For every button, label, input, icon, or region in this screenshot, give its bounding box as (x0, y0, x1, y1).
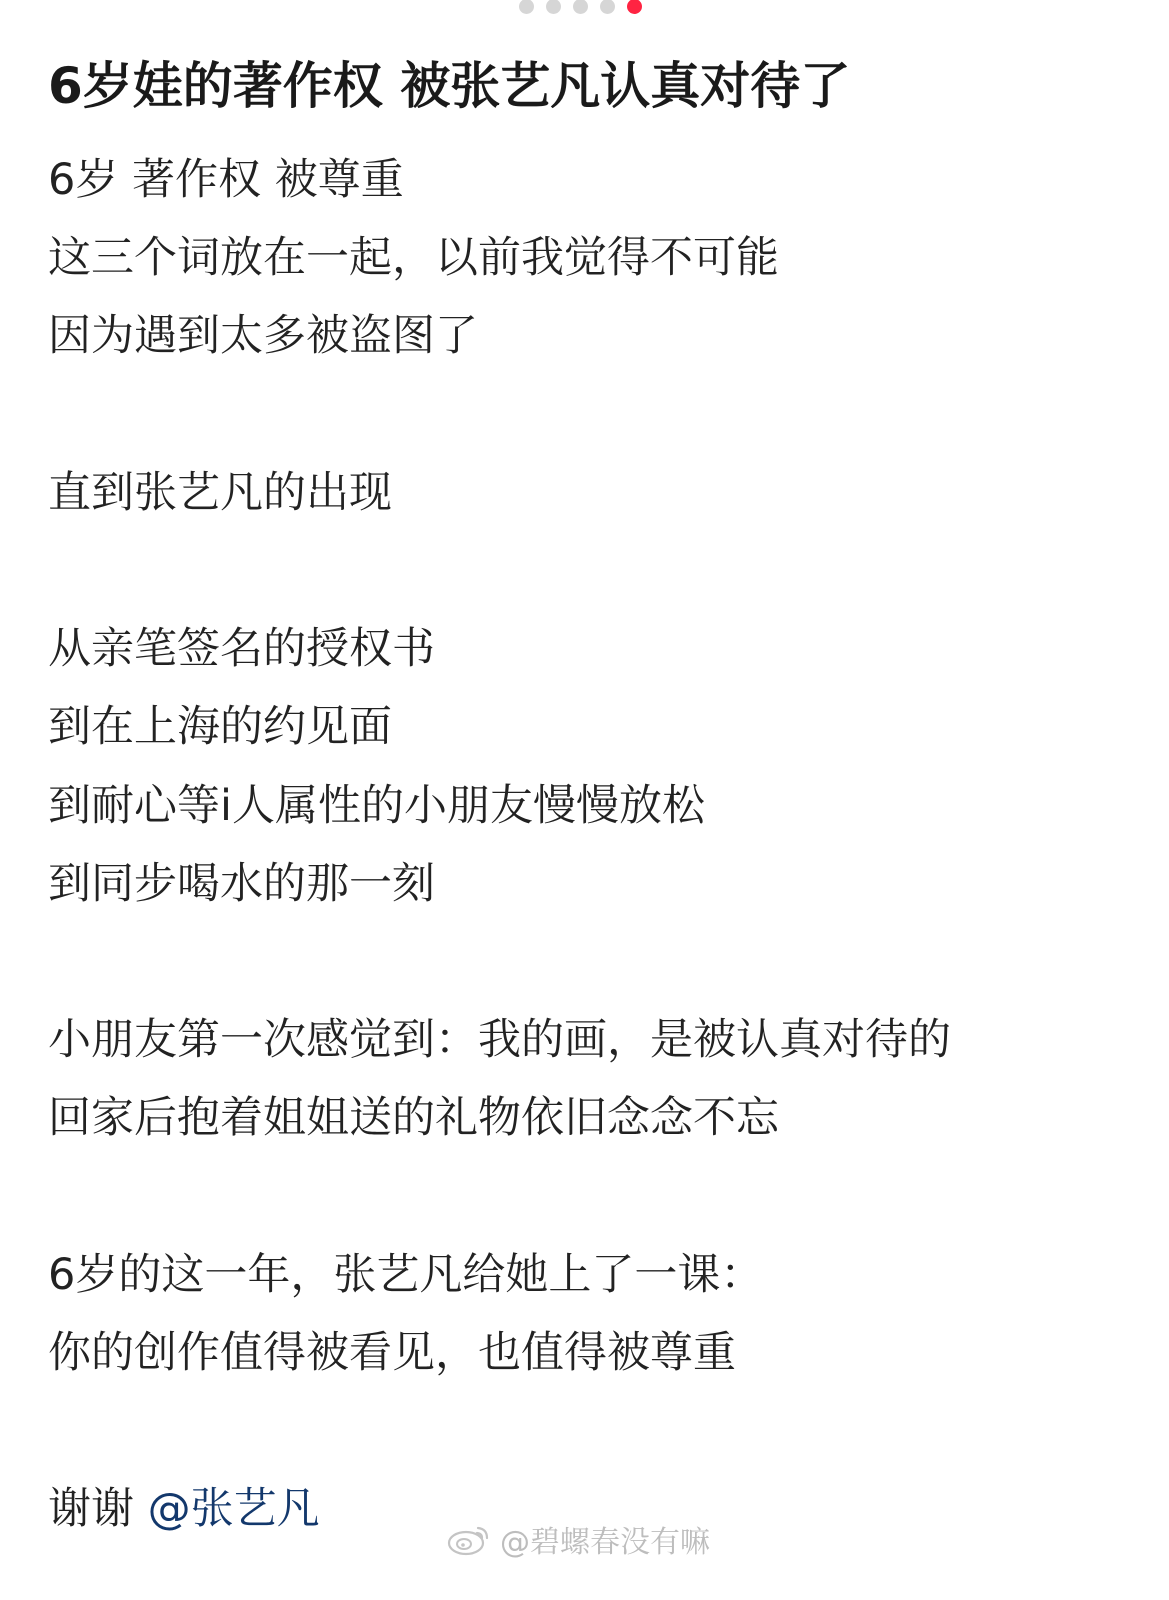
body-line-blank (48, 532, 1138, 610)
body-line: 因为遇到太多被盗图了 (48, 311, 478, 362)
watermark-text: @碧螺春没有嘛 (500, 1525, 710, 1560)
body-line: 从亲笔签名的授权书 (48, 624, 435, 675)
body-line: 到在上海的约见面 (48, 702, 392, 753)
body-line: 这三个词放在一起，以前我觉得不可能 (48, 233, 779, 284)
body-line: 6岁 著作权 被尊重 (48, 155, 404, 205)
body-line: 到耐心等i人属性的小朋友慢慢放松 (48, 780, 705, 831)
body-line-blank (48, 923, 1138, 1001)
body-line: 回家后抱着姐姐送的礼物依旧念念不忘 (48, 1093, 779, 1144)
body-line: 你的创作值得被看见，也值得被尊重 (48, 1327, 736, 1378)
body-line-blank (48, 1157, 1138, 1235)
pagination-dot[interactable] (546, 0, 561, 14)
body-line: 小朋友第一次感觉到：我的画，是被认真对待的 (48, 1015, 951, 1066)
thanks-text: 谢谢 (48, 1484, 148, 1535)
pagination-dot[interactable] (600, 0, 615, 14)
post-title: 6岁娃的著作权 被张艺凡认真对待了 (48, 57, 851, 115)
user-mention-link[interactable]: @张艺凡 (147, 1484, 320, 1535)
pagination-dot[interactable] (573, 0, 588, 14)
image-pagination-dots (0, 0, 1169, 16)
watermark (446, 1517, 710, 1561)
body-line: 6岁的这一年，张艺凡给她上了一课： (48, 1249, 764, 1300)
body-line-blank (48, 376, 1138, 454)
body-line: 直到张艺凡的出现 (48, 467, 392, 518)
body-line: 到同步喝水的那一刻 (48, 858, 435, 909)
post-body (48, 141, 1138, 1548)
body-line-blank (48, 1392, 1138, 1470)
pagination-dot[interactable] (519, 0, 534, 14)
pagination-dot-active[interactable] (627, 0, 642, 14)
weibo-logo-icon (446, 1522, 492, 1556)
